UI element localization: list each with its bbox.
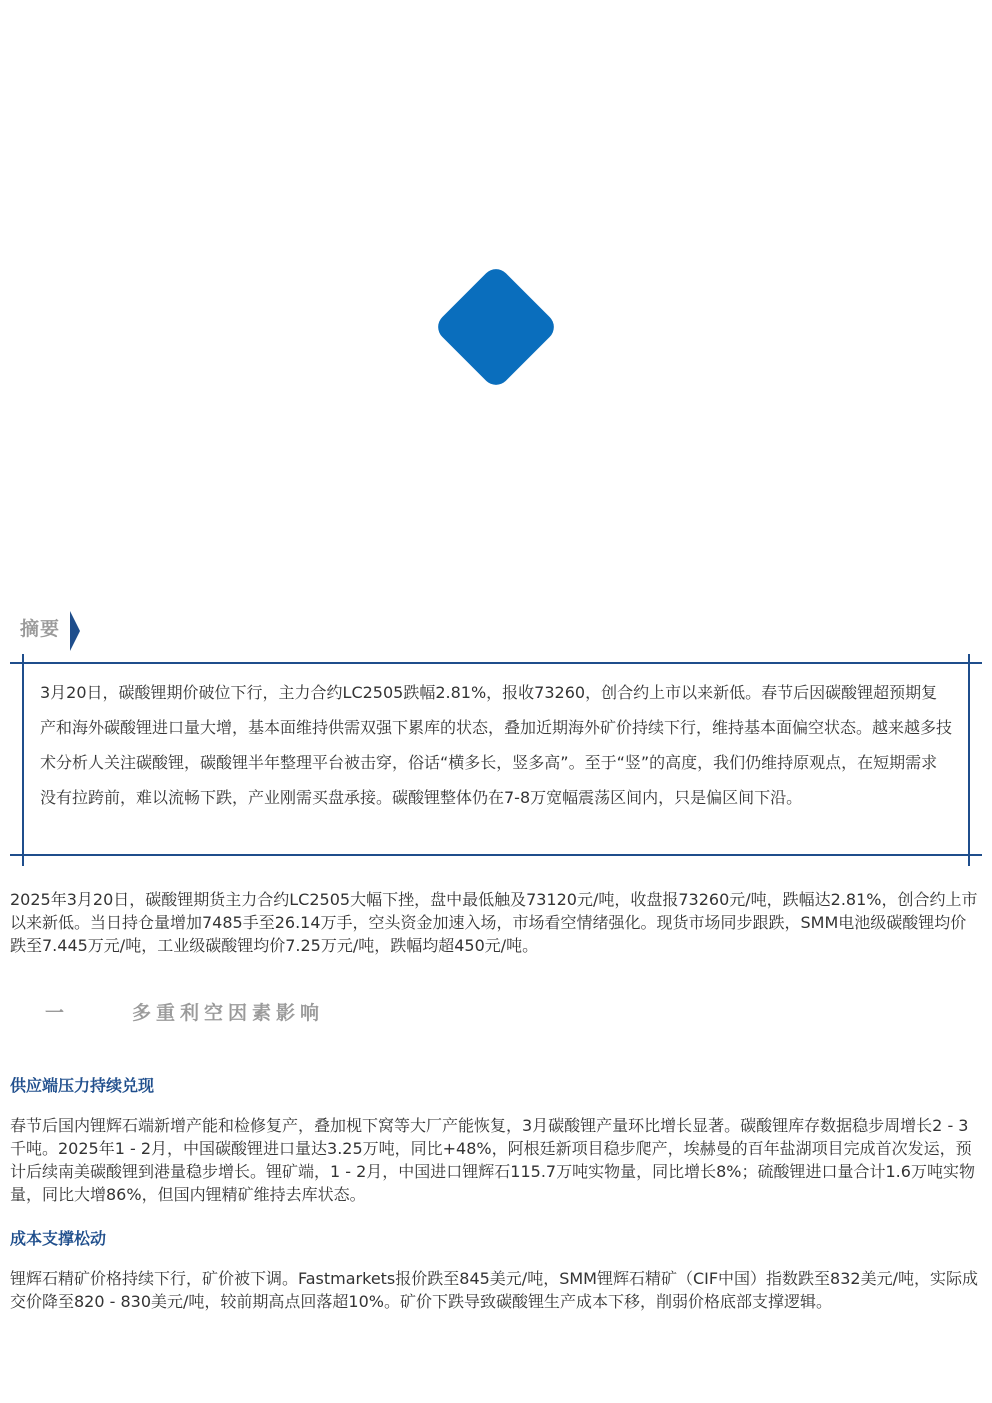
blue-diamond-logo — [425, 256, 567, 398]
summary-box-right-border — [968, 654, 970, 866]
intro-paragraph: 2025年3月20日，碳酸锂期货主力合约LC2505大幅下挫，盘中最低触及73120元/吨，收盘报73260元/吨，跌幅达2.81%，创合约上市以来新低。当日持仓量增加7485手至26.14万手，空头资金加速入场，市场看空情绪强化。现货市场同步跟跌，SMM电池级碳酸锂均价跌至7.445万元/吨，工业级碳酸锂均价7.25万元/吨，跌幅均超450元/吨。 — [10, 890, 978, 955]
chevron-right-icon — [69, 611, 81, 651]
supply-paragraph: 春节后国内锂辉石端新增产能和检修复产，叠加枧下窝等大厂产能恢复，3月碳酸锂产量环比增长显著。碳酸锂库存数据稳步周增长2 - 3千吨。2025年1 - 2月，中国碳酸锂进口量达3.25万吨，同比+48%，阿根廷新项目稳步爬产，埃赫曼的百年盐湖项目完成首次发运，预计后续南美碳酸锂到港量稳步增长。锂矿端，1 - 2月，中国进口锂辉石115.7万吨实物量，同比增长8%；硫酸锂进口量合计1.6万吨实物量，同比大增86%，但国内锂精矿维持去库状态。 — [10, 1116, 975, 1204]
section-title: 多重利空因素影响 — [132, 1002, 325, 1024]
summary-box-left-border — [22, 654, 24, 866]
cost-paragraph: 锂辉石精矿价格持续下行，矿价被下调。Fastmarkets报价跌至845美元/吨，SMM锂辉石精矿（CIF中国）指数跌至832美元/吨，实际成交价降至820 - 830美元/吨，较前期高点回落超10%。矿价下跌导致碳酸锂生产成本下移，削弱价格底部支撑逻辑。 — [10, 1269, 978, 1311]
summary-text: 3月20日，碳酸锂期价破位下行，主力合约LC2505跌幅2.81%，报收73260，创合约上市以来新低。春节后因碳酸锂超预期复产和海外碳酸锂进口量大增，基本面维持供需双强下累库的状态，叠加近期海外矿价持续下行，维持基本面偏空状态。越来越多技术分析人关注碳酸锂，碳酸锂半年整理平台被击穿，俗话“横多长，竖多高”。至于“竖”的高度，我们仍维持原观点，在短期需求没有拉跨前，难以流畅下跌，产业刚需买盘承接。碳酸锂整体仍在7-8万宽幅震荡区间内，只是偏区间下沿。 — [40, 683, 953, 807]
cost-heading: 成本支撑松动 — [10, 1229, 107, 1248]
section-number: 一 — [45, 1002, 65, 1024]
supply-heading: 供应端压力持续兑现 — [10, 1076, 155, 1095]
summary-box-bottom-border — [10, 854, 982, 856]
summary-box-top-border — [10, 662, 982, 664]
summary-label: 摘要 — [20, 618, 61, 640]
